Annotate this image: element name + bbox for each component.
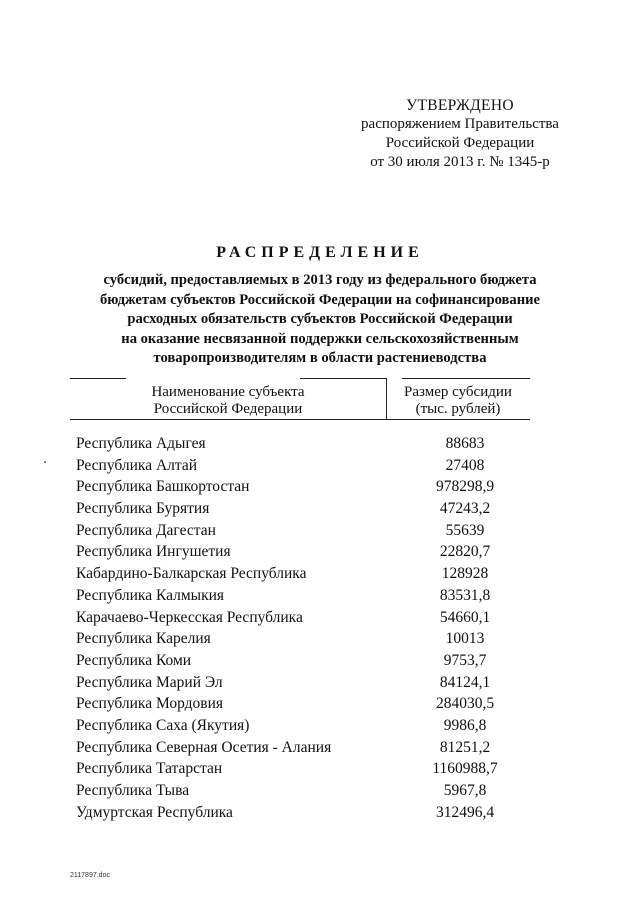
region-name: Республика Саха (Якутия) [76,716,250,734]
table-row [76,715,536,737]
subsidy-amount: 22820,7 [439,543,491,561]
subsidy-amount: 81251,2 [439,738,491,756]
table-row [76,563,536,585]
region-name: Кабардино-Балкарская Республика [76,565,307,583]
subsidy-amount: 83531,8 [439,586,491,604]
header-name-column [70,384,386,418]
header-top-rule-middle [300,378,386,379]
table-row [76,455,536,477]
region-name: Карачаево-Черкесская Республика [76,608,303,626]
table-row [76,780,536,802]
region-name: Республика Коми [76,651,192,669]
region-name: Республика Мордовия [76,695,224,713]
table-row [76,607,536,629]
region-name: Республика Бурятия [76,500,210,518]
region-name: Республика Адыгея [76,435,206,452]
footer-file-name: 2117897.doc [70,872,110,879]
approval-line-3: от 30 июля 2013 г. № 1345-р [370,154,550,170]
header-amount-column [386,384,530,418]
table-row [76,693,536,715]
region-name: Республика Тыва [76,782,190,799]
region-name: Республика Дагестан [76,521,216,539]
subsidy-amount: 27408 [445,456,485,474]
region-name: Республика Башкортостан [76,478,250,496]
subsidy-amount: 54660,1 [439,608,491,626]
subtitle-line: расходных обязательств субъектов Российской Федерации [127,311,513,327]
subsidy-amount: 9753,7 [443,651,487,669]
region-name: Республика Татарстан [76,760,223,778]
subsidy-amount: 55639 [445,521,485,539]
approval-heading: УТВЕРЖДЕНО [406,97,514,114]
subsidy-amount: 10013 [445,630,485,648]
table-row [76,802,536,824]
subtitle-line: на оказание несвязанной поддержки сельскохозяйственным [121,330,519,347]
table-row [76,498,536,520]
header-bottom-rule [70,419,530,420]
approval-line-1: распоряжением Правительства [361,116,559,132]
document-subtitle [60,271,580,369]
subsidy-amount: 5967,8 [443,782,487,799]
table-row [76,433,536,455]
header-name-line-2: Российской Федерации [153,401,303,417]
scan-speck [44,461,46,463]
region-name: Республика Северная Осетия - Алания [76,738,332,756]
table-row [76,585,536,607]
table-row [76,758,536,780]
subsidy-amount: 1160988,7 [432,760,498,778]
approval-line-2: Российской Федерации [385,135,535,151]
subsidy-amount: 88683 [445,435,485,452]
table-row [76,476,536,498]
region-name: Республика Марий Эл [76,673,223,691]
header-amount-line-2: (тыс. рублей) [415,401,501,417]
table-row [76,650,536,672]
header-top-rule-right [402,378,530,379]
document-title: РАСПРЕДЕЛЕНИЕ [216,244,424,261]
region-name: Удмуртская Республика [76,803,233,821]
region-name: Республика Алтай [76,456,198,474]
subsidy-amount: 312496,4 [435,803,495,821]
subsidy-amount: 978298,9 [435,478,495,496]
table-body [76,433,536,823]
subtitle-line: бюджетам субъектов Российской Федерации на софинансирование [99,291,541,308]
table-row [76,737,536,759]
subsidy-amount: 84124,1 [439,673,491,691]
subsidy-amount: 128928 [441,565,489,583]
table-row [76,520,536,542]
header-top-rule-left [70,378,126,379]
table-row [76,672,536,694]
approval-block [340,96,580,172]
region-name: Республика Калмыкия [76,586,225,604]
region-name: Республика Карелия [76,630,211,648]
header-name-line-1: Наименование субъекта [151,384,305,400]
subtitle-line: субсидий, предоставляемых в 2013 году из федерального бюджета [103,272,537,288]
table-header [70,378,530,422]
subtitle-line: товаропроизводителям в области растениеводства [153,350,487,366]
table-row [76,628,536,650]
subsidy-amount: 284030,5 [435,695,495,713]
subsidy-amount: 47243,2 [439,500,491,518]
table-row [76,541,536,563]
region-name: Республика Ингушетия [76,543,231,561]
subsidy-amount: 9986,8 [443,716,487,734]
header-amount-line-1: Размер субсидии [404,384,512,400]
